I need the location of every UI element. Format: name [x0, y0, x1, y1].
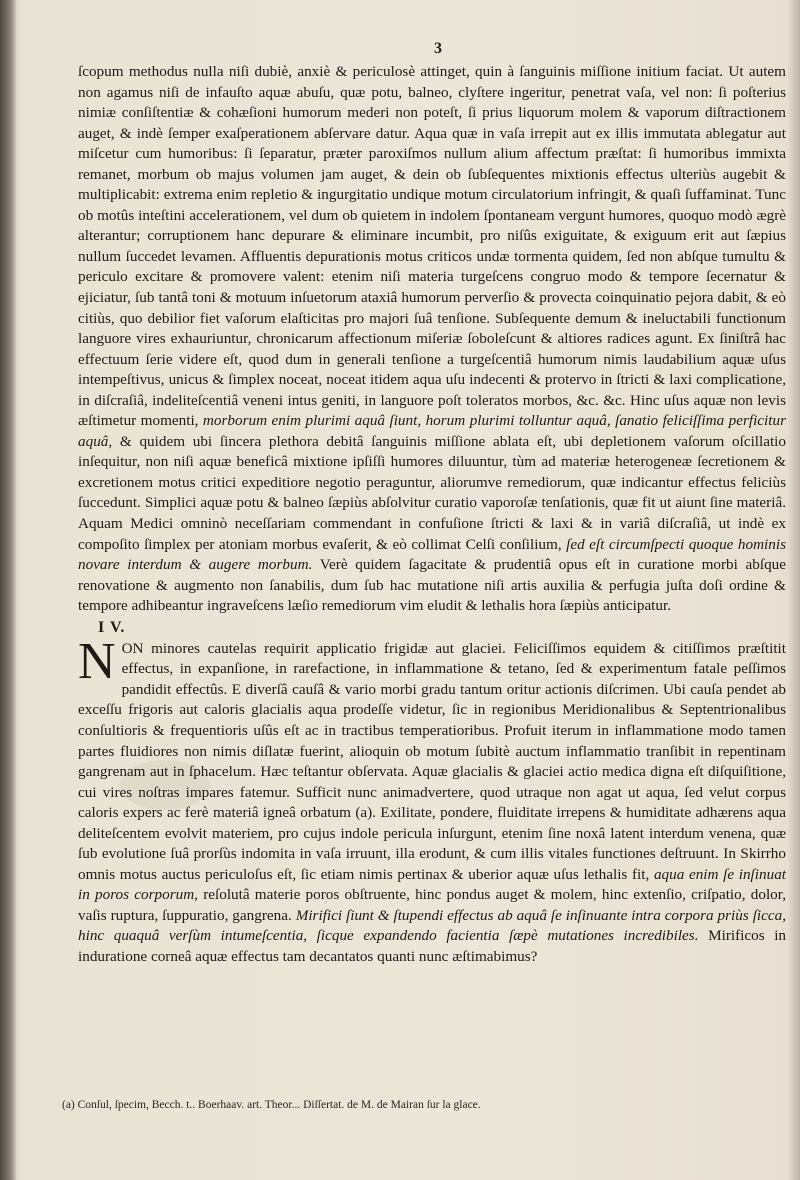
footnote: (a) Conſul, ſpecim, Becch. t.. Boerhaav. art. Theor... Diſſertat. de M. de Mairan ſur la glace. [62, 1099, 481, 1111]
paragraph-2-continuation: reſolutâ materie poros obſtruente, hinc pondus auget & molem, hinc extenſio, criſpatio, dolor, vaſis ruptura, ſuppuratio, gangrena. [78, 886, 787, 924]
paragraph-2-italic-quote: aqua enim ſe inſinuat in poros corporum, [78, 865, 787, 904]
paragraph-1-ending: Verè quidem ſagacitate & prudentiâ opus eſt in curatione morbi abſque renovatione & augmento non ſanabilis, dum ſub hac mutatione niſi artis auxilia & perfugia juſta doſi ordine & tempore adhibeantur ingraveſcens læſio remediorum vim eludit & lethalis hora ſæpiùs anticipatur. [78, 556, 787, 615]
section-heading: I V. [98, 618, 126, 636]
paragraph-1-text: ſcopum methodus nulla niſi dubiè, anxiè & periculosè attinget, quin à ſanguinis miſſione initium faciat. Ut autem non agamus niſi de infauſto aquæ abuſu, quæ potu, balneo, clyſtere ingeritur, penetrat vaſa, vel non: ſi poſterius nimiæ conſiſtentiæ & cohæſioni humorum mederi non poteſt, ſi prius liquorum molem & vaporum diſtractionem auget, & indè ſemper exaſperationem abſervare datur. Aqua quæ in vaſa irrepit aut ex illis immutata ablegatur aut miſcetur cum humoribus: ſi ſeparatur, præter paroxiſmos nullum alium affectum præſtat: ſi humoribus immixta remanet, morbum ob majus volumen jam auget, & dein ob ſubſequentes mixtionis effectus ulteriùs augebit & multiplicabit: extrema enim repletio & ingurgitatio undique motum circulatorium infringit, & quaſi ſuffaminat. Tunc ob motûs inteſtini accelerationem, vel dum ob quietem in indolem ſpontaneam vergunt humores, quoquo modò ægrè alterantur; corruptionem hanc depurare & eliminare incumbit, pro niſûs exiguitate, & exiguum erit aut ſæpius nullum ſuccedet levamen. Affluentis depurationis motus criticos undæ tormenta quidem, ſed non abſque tumultu & periculo excitare & promovere valent: etenim niſi materia turgeſcens congruo modo & tempore ſecernatur & ejiciatur, ſub tantâ toni & motuum inſuetorum ataxiâ humorum perverſio & provecta coinquinatio pejora dabit, & eò citiùs, quo debilior fiet vaſorum elaſticitas pro majori ſuâ tenſione. Subſequente demum & ineluctabili functionum languore vires exhauriuntur, chronicarum affectionum miſeriæ ſoboleſcunt & altiores radices agunt. Ex ſiniſtrâ hac effectuum ſerie videre eſt, quod dum in generali tenſione a turgeſcentiâ humorum nimis laudabilium aquæ uſus intempeſtivus, unicus & ſimplex noceat, noceat itidem aqua uſu indecenti & protervo in ſtricti & laxi complicatione, in diſcraſiâ, indeliteſcentiâ veneni intus geniti, in languore poſt toleratos morbos, &c. &c. Hinc uſus aquæ non levis æſtimetur momenti, [78, 63, 786, 430]
book-page [78, 40, 786, 1165]
paragraph-2-ending: Mirificos in induratione corneâ aquæ effectus tam decantatos quanti nunc æſtimabimus? [78, 927, 787, 965]
paragraph-2-italic-passage: Mirifici ſiunt & ſtupendi effectus ab aquâ ſe inſinuante intra corpora priùs ſicca, hinc quaquâ verſùm intumeſcentia, ſicque expandendo facientia ſæpè mutationes incredibiles. [78, 906, 787, 945]
page-body [78, 62, 786, 968]
paragraph-1-celsus-quote: ſed eſt circumſpecti quoque hominis novare interdum & augere morbum. [78, 535, 786, 574]
paragraph-1 [78, 62, 786, 617]
paragraph-1-italic-quote: morborum enim plurimi aquâ ſiunt, horum plurimi tolluntur aquâ, ſanatio feliciſſima perficitur aquâ, [78, 412, 786, 450]
page-right-edge [788, 0, 800, 1180]
section-first-words: ON [121, 639, 144, 657]
drop-cap-initial: N [78, 632, 116, 690]
paragraph-2-text: minores cautelas requirit applicatio frigidæ aut glaciei. Feliciſſimos equidem & citiſſimos præſtitit effectus, in expanſione, in rarefactione, in inflammatione & tetano, ſed & experimentum fatale peſſimos pandidit effectûs. E diverſâ cauſâ & vario morbi gradu tantum oritur actionis diſcrimen. Ubi cauſa pendet ab exceſſu frigoris aut caloris glacialis aqua prodeſſe videtur, ſic in regionibus Meridionalibus & Septentrionalibus conſultioris & frequentioris uſûs eſt ac in tractibus temperatioribus. Profuit iterum in inflammatione modo tamen partes fluidiores non nimis diſlatæ fuerint, alioquin ob motum ſubitè auctum inflammatio tranſibit in repentinam gangrenam aut in ſphacelum. Hæc teſtantur obſervata. Aquæ glacialis & glaciei actio medica digna eſt diſquiſitione, cui vires noſtras impares fatemur. Sufficit nunc animadvertere, quod utraque non agat ut aqua, ſed velut corpus caloris expers ac ferè materiâ igneâ orbatum (a). Exilitate, pondere, fluiditate irrepens & humiditate adhærens aqua deliteſcentem evolvit materiem, pro cujus indole pericula inſurgunt, etenim ſine noxâ latent interdum venena, quæ ſub evolutione ſuâ prorſùs indomita in vaſa irruunt, illa erodunt, & cum illis vitales functiones deſtruunt. In Skirrho omnis motus auctus periculoſus eſt, ſic etiam nimis pertinax & uberior aquæ uſus lethalis fit, [78, 639, 786, 883]
paragraph-1-continuation: & quidem ubi ſincera plethora debitâ ſanguinis miſſione ablata eſt, ubi depletionem vaſorum oſcillatio inſequitur, non niſi aquæ beneficâ mixtione ipſiſſi humores diluuntur, tùm ad materiæ heterogeneæ ſecretionem & excretionem motus critici expeditiore negotio peraguntur, aliorumve remediorum, quæ indicantur effectus feliciùs ſuccedunt. Simplici aquæ potu & balneo ſæpiùs abſolvitur curatio vaporoſæ tenſationis, quæ fit ut aiunt ſine materiâ. Aquam Medici omninò neceſſariam commendant in confuſione ſtricti & laxi & in variâ diſcraſiâ, ut indè ex compoſito ſimplex per atoniam morbus evaſerit, & eò collimat Celſi conſilium, [78, 432, 786, 553]
paragraph-2 [78, 632, 787, 968]
page-number: 3 [434, 40, 442, 57]
book-binding-edge [0, 0, 16, 1180]
